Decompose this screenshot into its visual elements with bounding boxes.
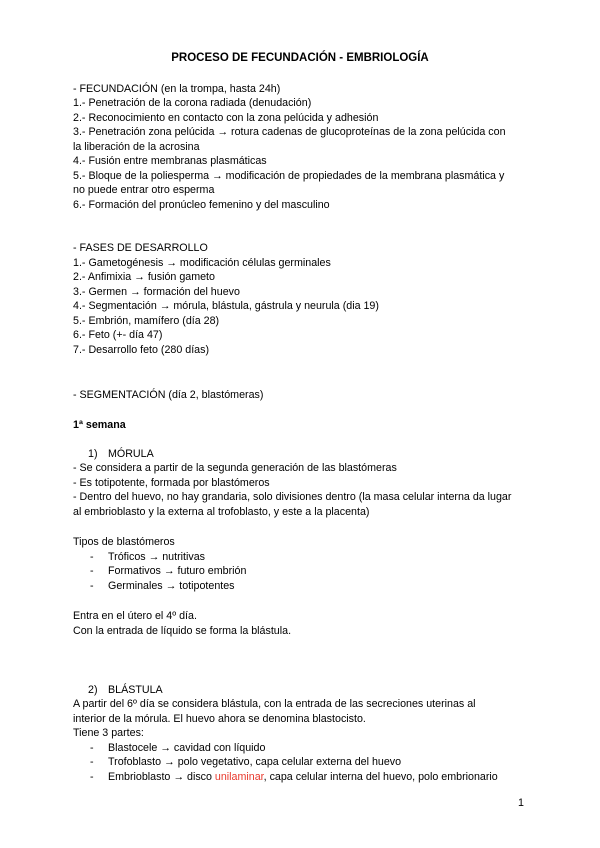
list-item: 1.- Penetración de la corona radiada (denudación) xyxy=(73,97,312,109)
list-item: 4.- Segmentación → mórula, blástula, gástrula y neurula (dia 19) xyxy=(73,300,379,312)
text-line: Entra en el útero el 4º día. xyxy=(73,610,197,622)
list-item: 6.- Feto (+- día 47) xyxy=(73,329,163,341)
types-heading: Tipos de blastómeros xyxy=(73,536,175,548)
page-title: PROCESO DE FECUNDACIÓN - EMBRIOLOGÍA xyxy=(171,52,429,64)
list-item-continuation: la liberación de la acrosina xyxy=(73,141,200,153)
list-item: 2.- Reconocimiento en contacto con la zona pelúcida y adhesión xyxy=(73,112,379,124)
highlighted-term: unilaminar xyxy=(214,771,264,783)
bullet-marker: - xyxy=(90,742,94,754)
bullet-text-start: Embrioblasto → disco xyxy=(108,771,215,783)
bullet-text xyxy=(108,770,498,785)
text-line: - Es totipotente, formada por blastómeros xyxy=(73,477,270,489)
section-heading-fecundacion: - FECUNDACIÓN (en la trompa, hasta 24h) xyxy=(73,83,281,95)
subsection-number: 1) xyxy=(88,448,98,460)
bullet-text: Blastocele → cavidad con líquido xyxy=(108,742,266,754)
text-line: - Se considera a partir de la segunda generación de las blastómeras xyxy=(73,462,397,474)
list-item: 7.- Desarrollo feto (280 días) xyxy=(73,344,210,356)
text-line: A partir del 6º día se considera blástula, con la entrada de las secreciones uterinas al xyxy=(73,698,476,710)
week-heading: 1ª semana xyxy=(73,419,126,431)
bullet-text-end: , capa celular interna del huevo, polo embrionario xyxy=(263,771,498,783)
list-item: 3.- Germen → formación del huevo xyxy=(73,286,240,298)
bullet-marker: - xyxy=(90,771,94,783)
text-line: Con la entrada de líquido se forma la blástula. xyxy=(73,625,292,637)
list-item: 4.- Fusión entre membranas plasmáticas xyxy=(73,155,267,167)
subsection-number: 2) xyxy=(88,684,98,696)
section-heading-fases: - FASES DE DESARROLLO xyxy=(73,242,208,254)
bullet-marker: - xyxy=(90,756,94,768)
section-heading-segmentacion: - SEGMENTACIÓN (día 2, blastómeras) xyxy=(73,389,264,401)
bullet-text: Formativos → futuro embrión xyxy=(108,565,247,577)
list-item: 1.- Gametogénesis → modificación células germinales xyxy=(73,257,331,269)
subsection-title: MÓRULA xyxy=(108,448,154,460)
bullet-text: Germinales → totipotentes xyxy=(108,580,235,592)
list-item: 5.- Bloque de la poliesperma → modificación de propiedades de la membrana plasmática y xyxy=(73,170,505,182)
bullet-text: Trofoblasto → polo vegetativo, capa celular externa del huevo xyxy=(108,756,402,768)
list-item: 6.- Formación del pronúcleo femenino y del masculino xyxy=(73,199,330,211)
list-item: 2.- Anfimixia → fusión gameto xyxy=(73,271,215,283)
bullet-marker: - xyxy=(90,551,94,563)
page-number: 1 xyxy=(518,797,524,809)
subsection-title: BLÁSTULA xyxy=(108,684,163,696)
list-item-continuation: no puede entrar otro esperma xyxy=(73,184,215,196)
bullet-marker: - xyxy=(90,580,94,592)
text-line: Tiene 3 partes: xyxy=(73,727,144,739)
list-item: 3.- Penetración zona pelúcida → rotura cadenas de glucoproteínas de la zona pelúcida con xyxy=(73,126,506,138)
bullet-marker: - xyxy=(90,565,94,577)
bullet-text: Tróficos → nutritivas xyxy=(108,551,206,563)
list-item: 5.- Embrión, mamífero (día 28) xyxy=(73,315,220,327)
text-line: al embrioblasto y la externa al trofoblasto, y este a la placenta) xyxy=(73,506,370,518)
text-line: - Dentro del huevo, no hay grandaria, solo divisiones dentro (la masa celular interna da lugar xyxy=(73,491,512,503)
text-line: interior de la mórula. El huevo ahora se denomina blastocisto. xyxy=(73,713,366,725)
